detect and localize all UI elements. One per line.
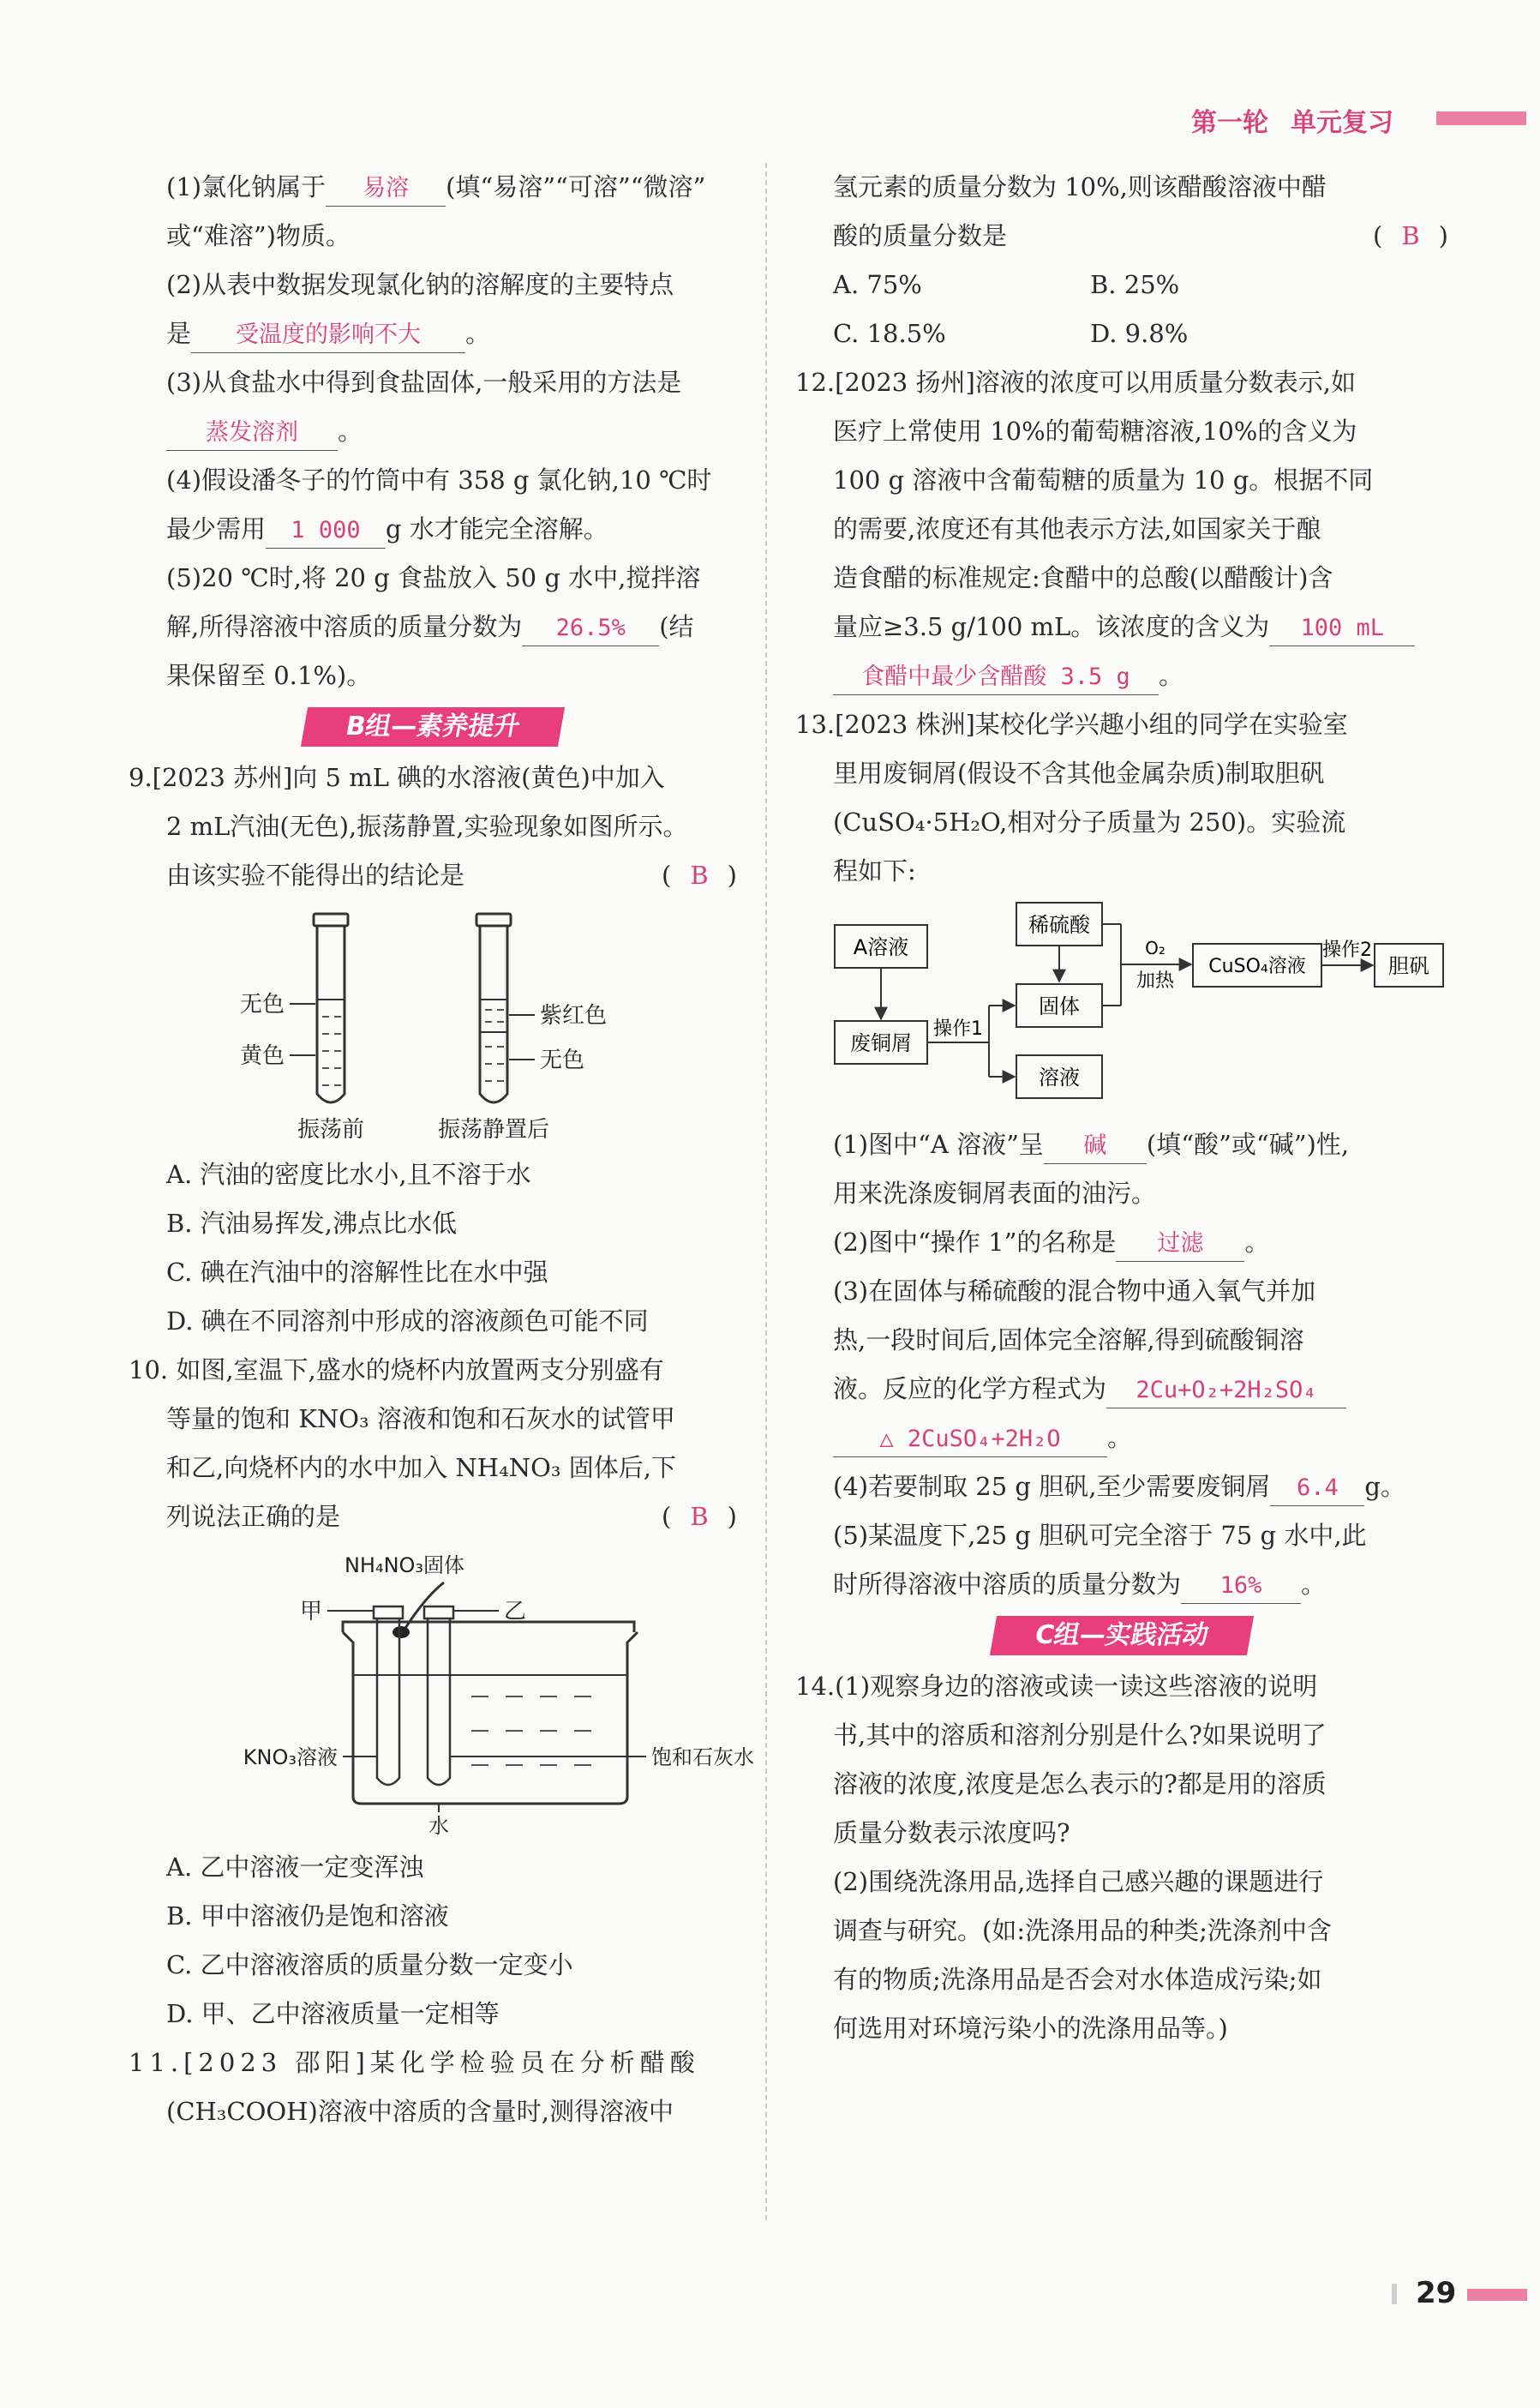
q11-option-b: B. 25% xyxy=(1090,270,1180,299)
q14-line-7: 有的物质;洗涤用品是否会对水体造成污染;如 xyxy=(833,1965,1322,1994)
page-number-bar xyxy=(1467,2289,1527,2301)
label-jia: 甲 xyxy=(299,1599,322,1624)
flow-operation-1: 操作1 xyxy=(933,1018,983,1040)
page-number: 29 xyxy=(1416,2276,1457,2310)
q8-part3: (3)从食盐水中得到食盐固体,一般采用的方法是 xyxy=(166,368,682,397)
answer-blank: 过滤 xyxy=(1116,1227,1244,1262)
q13-line-3: (CuSO₄·5H₂O,相对分子质量为 250)。实验流 xyxy=(833,808,1346,837)
q14-line-4: 质量分数表示浓度吗? xyxy=(833,1818,1070,1847)
q10-option-c: C. 乙中溶液溶质的质量分数一定变小 xyxy=(166,1950,573,1979)
q13-part4: (4)若要制取 25 g 胆矾,至少需要废铜屑 6.4 g。 xyxy=(795,1462,1448,1511)
caption-after: 振荡静置后 xyxy=(437,1117,550,1143)
q8-part3-cont: 蒸发溶剂 。 xyxy=(129,407,737,456)
answer-blank: 蒸发溶剂 xyxy=(166,416,338,451)
answer-blank: 100 mL xyxy=(1269,611,1415,646)
page-number-tick xyxy=(1392,2284,1397,2304)
answer-blank: 易溶 xyxy=(326,171,446,207)
q8-part4-cont: 最少需用 1 000 g 水才能完全溶解。 xyxy=(129,505,737,554)
flowchart xyxy=(795,901,1448,1115)
q9-stem-3: 由该实验不能得出的结论是 ( B ) xyxy=(129,851,737,900)
answer-blank: 碱 xyxy=(1044,1129,1147,1164)
q9-option-c: C. 碘在汽油中的溶解性比在水中强 xyxy=(166,1258,548,1287)
label-water: 水 xyxy=(428,1814,449,1838)
q13-part3: (3)在固体与稀硫酸的混合物中通入氧气并加 xyxy=(833,1276,1316,1306)
q14-stem: 14.(1)观察身边的溶液或读一读这些溶液的说明 xyxy=(795,1672,1318,1701)
q14-line-2: 书,其中的溶质和溶剂分别是什么?如果说明了 xyxy=(833,1720,1327,1750)
q11-stem: 11.[2023 邵阳]某化学检验员在分析醋酸 xyxy=(129,2048,700,2077)
q11-options-ab xyxy=(795,261,1448,309)
header-title: 单元复习 xyxy=(1291,108,1393,138)
q9-option-a: A. 汽油的密度比水小,且不溶于水 xyxy=(166,1160,531,1189)
flow-copper-scrap: 废铜屑 xyxy=(850,1031,912,1055)
label-yellow: 黄色 xyxy=(239,1043,285,1069)
q10-stem-4: 列说法正确的是 ( B ) xyxy=(129,1492,737,1541)
flow-a-solution: A溶液 xyxy=(853,935,909,959)
q13-part3-c: 液。反应的化学方程式为 2Cu+O₂+2H₂SO₄ xyxy=(795,1365,1448,1414)
q8-part5-end: 果保留至 0.1%)。 xyxy=(166,661,372,690)
flow-heat: 加热 xyxy=(1136,970,1175,992)
page-header xyxy=(1191,101,1416,139)
q13-line-4: 程如下: xyxy=(833,856,916,886)
q14-line-5: (2)围绕洗涤用品,选择自己感兴趣的课题进行 xyxy=(833,1867,1324,1896)
q12-line-5: 造食醋的标准规定:食醋中的总酸(以醋酸计)含 xyxy=(833,563,1333,592)
answer-bracket: ( B ) xyxy=(1373,221,1448,250)
q8-part2-cont: 是 受温度的影响不大 。 xyxy=(129,309,737,358)
q9-option-d: D. 碘在不同溶剂中形成的溶液颜色可能不同 xyxy=(166,1306,649,1336)
q12-line-4: 的需要,浓度还有其他表示方法,如国家关于酿 xyxy=(833,514,1321,543)
q11-stem-4: 酸的质量分数是 ( B ) xyxy=(795,212,1448,261)
answer-blank: 食醋中最少含醋酸 3.5 g xyxy=(833,660,1159,695)
q12-line-2: 医疗上常使用 10%的葡萄糖溶液,10%的含义为 xyxy=(833,417,1357,446)
beaker-figure xyxy=(129,1546,754,1838)
q12-line-7: 食醋中最少含醋酸 3.5 g 。 xyxy=(795,652,1448,700)
caption-before: 振荡前 xyxy=(297,1117,365,1143)
q9-stem: 9.[2023 苏州]向 5 mL 碘的水溶液(黄色)中加入 xyxy=(129,763,665,792)
label-yi: 乙 xyxy=(504,1599,527,1624)
flow-cuso4-solution: CuSO₄溶液 xyxy=(1208,956,1306,977)
left-column xyxy=(129,163,754,2136)
flow-dilute-acid: 稀硫酸 xyxy=(1028,913,1090,937)
q8-part5: (5)20 ℃时,将 20 g 食盐放入 50 g 水中,搅拌溶 xyxy=(166,563,701,592)
q13-part2: (2)图中“操作 1”的名称是 过滤 。 xyxy=(795,1218,1448,1267)
label-colorless: 无色 xyxy=(239,992,285,1018)
column-divider xyxy=(765,163,767,2220)
q8-part4: (4)假设潘冬子的竹筒中有 358 g 氯化钠,10 ℃时 xyxy=(166,465,712,495)
q13-part1-cont: 用来洗涤废铜屑表面的油污。 xyxy=(833,1179,1157,1208)
answer-blank: 26.5% xyxy=(522,611,659,646)
q13-stem: 13.[2023 株洲]某校化学兴趣小组的同学在实验室 xyxy=(795,710,1348,739)
q13-line-2: 里用废铜屑(假设不含其他金属杂质)制取胆矾 xyxy=(833,759,1325,788)
tube-after xyxy=(438,914,607,1143)
q8-part1-cont: 或“难溶”)物质。 xyxy=(166,221,351,250)
section-c-banner: C组—实践活动 xyxy=(990,1616,1254,1655)
answer-blank: 2Cu+O₂+2H₂SO₄ xyxy=(1106,1373,1346,1408)
q8-part5-cont: 解,所得溶液中溶质的质量分数为 26.5% (结 xyxy=(129,603,737,652)
q12-line-3: 100 g 溶液中含葡萄糖的质量为 10 g。根据不同 xyxy=(833,465,1374,495)
q11-options-cd xyxy=(795,309,1448,358)
section-b-banner: B组—素养提升 xyxy=(301,707,565,747)
q11-option-d: D. 9.8% xyxy=(1090,319,1189,348)
answer-blank: △ 2CuSO₄+2H₂O xyxy=(833,1422,1107,1457)
label-lime-water: 饱和石灰水 xyxy=(651,1745,754,1769)
answer-bracket: ( B ) xyxy=(662,1502,737,1531)
q11-stem-3: 氢元素的质量分数为 10%,则该醋酸溶液中醋 xyxy=(833,172,1327,201)
flow-blue-vitriol: 胆矾 xyxy=(1388,954,1429,978)
q10-stem: 10. 如图,室温下,盛水的烧杯内放置两支分别盛有 xyxy=(129,1355,664,1384)
label-colorless-2: 无色 xyxy=(540,1048,585,1073)
flow-solid: 固体 xyxy=(1039,994,1080,1018)
q11-option-c: C. 18.5% xyxy=(833,319,946,348)
answer-blank: 受温度的影响不大 xyxy=(191,318,465,353)
header-round: 第一轮 xyxy=(1191,108,1268,138)
q13-part5-cont: 时所得溶液中溶质的质量分数为 16% 。 xyxy=(795,1560,1448,1609)
right-column xyxy=(795,163,1448,2053)
q9-stem-2: 2 mL汽油(无色),振荡静置,实验现象如图所示。 xyxy=(166,812,688,841)
header-bar xyxy=(1436,111,1526,125)
q12-stem: 12.[2023 扬州]溶液的浓度可以用质量分数表示,如 xyxy=(795,368,1356,397)
answer-bracket: ( B ) xyxy=(662,861,737,890)
q12-line-6: 量应≥3.5 g/100 mL。该浓度的含义为 100 mL xyxy=(795,603,1448,652)
q10-option-d: D. 甲、乙中溶液质量一定相等 xyxy=(166,1999,500,2028)
q10-stem-2: 等量的饱和 KNO₃ 溶液和饱和石灰水的试管甲 xyxy=(166,1404,675,1433)
q11-option-a: A. 75% xyxy=(833,270,922,299)
q10-stem-3: 和乙,向烧杯内的水中加入 NH₄NO₃ 固体后,下 xyxy=(166,1453,676,1482)
answer-blank: 6.4 xyxy=(1270,1471,1364,1506)
q14-line-3: 溶液的浓度,浓度是怎么表示的?都是用的溶质 xyxy=(833,1769,1327,1798)
q13-part1: (1)图中“A 溶液”呈 碱 (填“酸”或“碱”)性, xyxy=(795,1120,1448,1169)
answer-blank: 1 000 xyxy=(266,513,386,549)
flow-operation-2: 操作2 xyxy=(1322,940,1372,961)
label-kno3: KNO₃溶液 xyxy=(243,1745,338,1769)
flow-oxygen: O₂ xyxy=(1145,938,1165,958)
flow-solution: 溶液 xyxy=(1039,1066,1080,1090)
q10-option-b: B. 甲中溶液仍是饱和溶液 xyxy=(166,1901,449,1931)
label-nh4no3: NH₄NO₃固体 xyxy=(344,1553,465,1577)
label-purple: 紫红色 xyxy=(540,1003,608,1029)
q13-part3-d: △ 2CuSO₄+2H₂O 。 xyxy=(795,1414,1448,1462)
q11-stem-2: (CH₃COOH)溶液中溶质的含量时,测得溶液中 xyxy=(166,2097,674,2126)
q13-part5: (5)某温度下,25 g 胆矾可完全溶于 75 g 水中,此 xyxy=(833,1521,1367,1550)
test-tube-figure xyxy=(129,905,737,1145)
tube-before xyxy=(240,914,364,1143)
q14-line-6: 调查与研究。(如:洗涤用品的种类;洗涤剂中含 xyxy=(833,1916,1332,1945)
q9-option-b: B. 汽油易挥发,沸点比水低 xyxy=(166,1209,457,1238)
q8-part2: (2)从表中数据发现氯化钠的溶解度的主要特点 xyxy=(166,270,674,299)
answer-blank: 16% xyxy=(1181,1569,1301,1604)
q8-part1: (1)氯化钠属于 易溶 (填“易溶”“可溶”“微溶” xyxy=(129,163,737,212)
q14-line-8: 何选用对环境污染小的洗涤用品等。) xyxy=(833,2014,1228,2043)
q13-part3-b: 热,一段时间后,固体完全溶解,得到硫酸铜溶 xyxy=(833,1325,1304,1354)
q10-option-a: A. 乙中溶液一定变浑浊 xyxy=(166,1853,424,1882)
